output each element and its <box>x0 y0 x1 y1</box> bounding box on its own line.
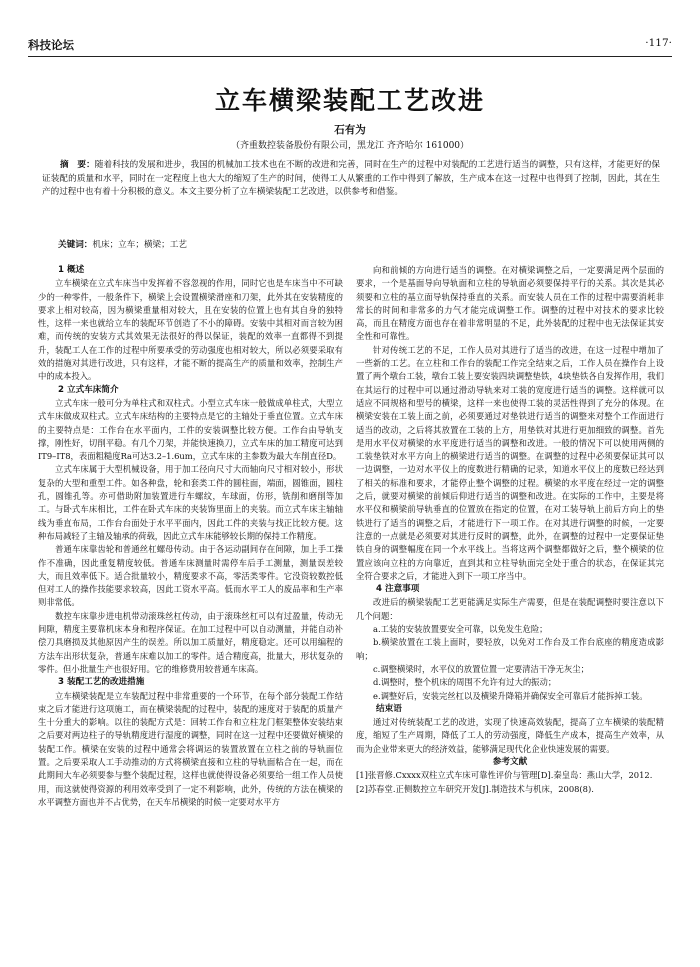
body-paragraph: 普通车床靠齿轮和普通丝杠螺母传动。由于各运动副间存在间隙，加上手工操作不准确，因此重复精度较低。普通车床测量时需停车后手工测量，测量误差较大，而且效率低下。适合批量较小，精度要求不高，零活类零件。它没资较数控低但对工人的操作技能要求较高，因此工资水平高。低而水平工人的废品率和生产率则非常低。 <box>38 544 343 608</box>
right-column <box>356 264 664 960</box>
body-paragraph: e.调整好后，安装完丝杠以及横梁升降箱并确保安全可靠后才能拆掉工装。 <box>373 690 648 701</box>
abstract-label: 摘 要： <box>60 160 95 170</box>
reference-item: [2]苏春堂.正侧数控立车研究开发[J].制造技术与机床，2008(8). <box>356 783 594 794</box>
body-paragraph: 针对传统工艺的不足，工作人员对其进行了适当的改进，在这一过程中增加了一些新的工艺。在立柱和工作台的装配工作完全结束之后，工作人员在操作台上设置了两个墩台工装，墩台工装上要安装四块调整垫铁，4块垫铁各自发挥作用，我们在其运行的过程中可以通过滑动导轨来对工装的宽度进行适当的调整。这样就可以适应不同规格和型号的横梁，这样一来也使得工装的灵活性得到了充分的体现。在横梁安装在工装上面之前，必须要通过对垫铁进行适当的调整来对整个工作面进行适当的改动，之后将其放置在工装的上方，用垫铁对其进行更加细致的调整。首先是用水平仪对横梁的水平度进行适当的调整和改进。一般的情况下可以使用两侧的工装垫铁对水平方向上的横梁进行适当的调整。在调整的过程中必须要保证其可以一边调整，一边对水平仪上的度数进行精确的记录，知道水平仪上的度数已经达到了相关的标准和要求，才能停止整个调整的过程。横梁的水平度在经过一定的调整之后，就要对横梁的前倾后仰进行适当的调整和改进。在实际的工作中，主要是将水平仪和横梁前导轨垂直的位置放在指定的位置，在对工装导轨上前后方向上的垫铁进行了适当的调整之后，才能进行下一项工作。在对其进行调整的时候，一定要注意的一点就是必须要对其进行反时的调整，此外，在调整的过程中一定要保证垫铁自身的调整幅度在同一个水平线上。当将这两个调整都做好之后，整个横梁的位置应该向立柱的方向靠近，直到其和立柱导轨面完全处于重合的状态，在保证其完全符合要求之后，才能进入到下一项工序当中。 <box>356 344 664 581</box>
body-paragraph: 数控车床靠步进电机带动滚珠丝杠传动，由于滚珠丝杠可以有过盈量，传动无间隙，精度主要靠机床本身和程序保证。在加工过程中可以自动测量，并能自动补偿刀具磨损及其他原因产生的误差。所以加工质量好，精度稳定。还可以用编程的方法车出形状复杂，普通车床难以加工的零件。适合精度高，批量大，形状复杂的零件。但小批量生产也很好用。它的维修费用较普通车床高。 <box>38 610 343 674</box>
body-paragraph: d.调整时，整个机床的周围不允许有过大的振动； <box>373 677 557 688</box>
body-paragraph: 改进后的横梁装配工艺更能满足实际生产需要，但是在装配调整时要注意以下几个问题： <box>356 597 664 621</box>
author-name: 石有为 <box>334 124 366 136</box>
keywords-label: 关键词： <box>58 240 93 250</box>
body-paragraph: 立车横梁在立式车床当中发挥着不容忽视的作用，同时它也是车床当中不可缺少的一种零件，一般条件下，横梁上会设置横梁滑座和刀架，此外其在安装精度的要求上相对较高，因为横梁重量相对较大，且在安装的位置上也有其自身的独特性，这样一来也就给立车的装配环节创造了不小的障碍。安装中其相对而言较为困难，而传统的安装方式其效果无法很好的得以保证，装配的效率一直都得不到提升，装配工人在工作的过程中所要承受的劳动强度也相对较大，所以必须要采取有效的措施对其进行改进，只有这样，才能不断的提高生产的质量和效率，控制生产中的成本投入。 <box>38 278 343 382</box>
page-number: ·117· <box>645 37 672 49</box>
body-paragraph: 立式车床属于大型机械设备，用于加工径向尺寸大而轴向尺寸相对较小，形状复杂的大型和重型工件。如各种盘，轮和套类工件的圆柱面，端面，圆锥面，圆柱孔，圆锥孔等。亦可借助附加装置进行车螺纹，车球面，仿形，铣削和磨削等加工。与卧式车床相比，工件在卧式车床的夹装饰里面上的夹装。而立式车床主轴轴线为垂直布局，工作台台面处于水平平面内，因此工件的夹装与找正比较方便。这种布局减轻了主轴及轴承的荷载，因此立式车床能够较长期的保持工作精度。 <box>38 464 343 541</box>
body-paragraph: c.调整横梁时，水平仪的放置位置一定要清洁干净无灰尘； <box>373 663 589 674</box>
reference-item: [1]张晋修.Cxxxx双柱立式车床可靠性评价与管理[D].秦皇岛：燕山大学，2012. <box>356 770 653 781</box>
section-heading: 1 概述 <box>58 265 85 275</box>
section-heading: 参考文献 <box>492 756 528 767</box>
keywords <box>58 238 187 250</box>
section-heading: 结束语 <box>376 703 402 714</box>
author-affiliation: （齐重数控装备股份有限公司，黑龙江 齐齐哈尔 161000） <box>230 141 470 151</box>
body-paragraph: 通过对传统装配工艺的改进，实现了快速高效装配，提高了立车横梁的装配精度，缩短了生产周期，降低了工人的劳动强度，降低生产成本，提高生产效率，从而为企业带来更大的经济效益，能够满足现代化企业快速发展的需要。 <box>356 717 664 754</box>
body-paragraph: b.横梁放置在工装上面时，要轻放，以免对工作台及工作台底座的精度造成影响； <box>356 637 664 661</box>
body-paragraph: a.工装的安装放置要安全可靠，以免发生危险； <box>373 624 548 635</box>
article-title: 立车横梁装配工艺改进 <box>214 86 485 115</box>
left-column <box>38 264 343 960</box>
keywords-text: 机床；立车；横梁；工艺 <box>92 240 187 250</box>
abstract <box>42 159 660 229</box>
section-heading: 2 立式车床简介 <box>58 384 119 395</box>
journal-name: 科技论坛 <box>28 38 74 52</box>
running-header <box>28 34 672 57</box>
section-heading: 3 装配工艺的改进措施 <box>58 677 145 688</box>
body-paragraph: 立式车床一般可分为单柱式和双柱式。小型立式车床一般做成单柱式，大型立式车床做成双柱式。立式车床结构的主要特点是它的主轴处于垂直位置。立式车床的主要特点是：工作台在水平面内，工件的安装调整比较方便。工作台由导轨支撑，刚性好，切削平稳。有几个刀架，并能快速换刀，立式车床的加工精度可达到IT9–IT8，表面粗糙度Ra可达3.2–1.6um，立式车床的主参数为最大车削直径D。 <box>38 397 343 462</box>
body-paragraph: 向和前倾的方向进行适当的调整。在对横梁调整之后，一定要满足两个层面的要求，一个是基面导向导轨面和立柱的导轨面必须要保持平行的关系。其次是其必须要和立柱的基立面导轨保持垂直的关系。而安装人员在工作的过程中需要消耗非常长的时间和非常多的力气才能完成调整工作。调整的过程中对技术的要求比较高，而且在精度方面也存在着非常明显的不足，此外装配的过程中也无法保证其安全性和可靠性。 <box>356 265 664 342</box>
section-heading: 4 注意事项 <box>376 584 420 595</box>
body-paragraph: 立车横梁装配是立车装配过程中非常重要的一个环节，在每个部分装配工作结束之后才能进行这项施工，而在横梁装配的过程中，装配的速度对于装配的质量产生十分重大的影响。以往的装配方式是：回转工作台和立柱龙门框架整体安装结束之后要对两边柱子的导轨精度进行湿度的调整，同时在这一过程中还要做好横梁的装配工作。横梁在安装的过程中通常会将调运的装置放置在立柱之前的导轨面位置。之后要采取人工手动推动的方式将横梁直接和立柱的导轨面粘合在一起，而在此期间大车必须要参与整个装配过程，这样也就使得设备必须要给一组工作人员使用，而这就使得资源的利用效率受到了一定不利影响，此外，传统的方法在横梁的水平调整方面也并不占优势，在天车吊横梁的时候一定要对水平方 <box>38 690 343 807</box>
abstract-text: 随着科技的发展和进步，我国的机械加工技术也在不断的改进和完善，同时在生产的过程中对装配的工艺进行适当的调整，只有这样，才能更好的保证装配的质量和水平，同时在一定程度上也大大的缩短了生产的时间，使得工人从繁重的工作中得到了解放，生产成本在这一过程中也得到了控制，因此，其在生产的过程中也有着十分积极的意义。本文主要分析了立车横梁装配工艺改进，以供参考和借鉴。 <box>42 160 660 198</box>
